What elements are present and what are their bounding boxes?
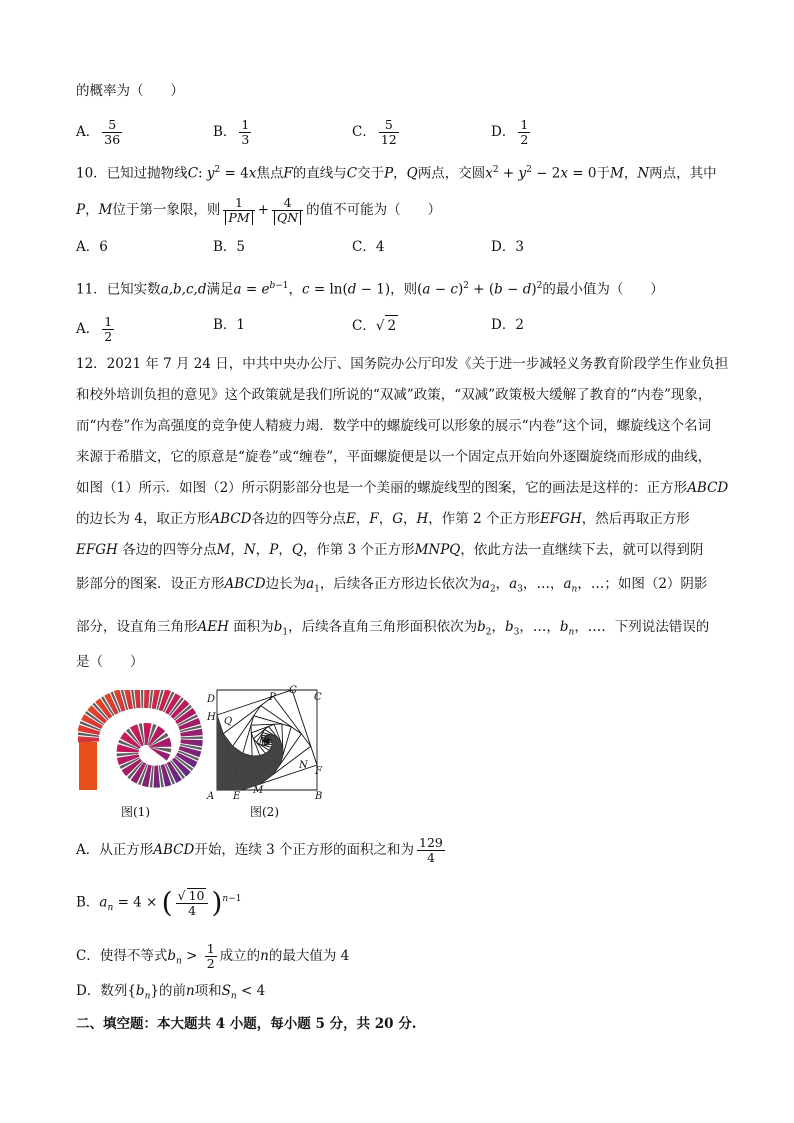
q12-line8: 影部分的图案．设正方形ABCD边长为$a_1$，后续各正方形边长依次为$a_2$，$a_3$，…，$a_n$，…；如图（2）阴影 (76, 576, 708, 595)
nested-squares-figure (203, 682, 328, 802)
label-G: G (289, 685, 297, 696)
q9-option-c: C． $\frac{5}{12}$ (352, 117, 397, 147)
q11-option-a: A． $\frac{1}{2}$ (76, 314, 113, 344)
q11-option-b: B．1 (213, 317, 246, 333)
label-E: E (233, 791, 241, 802)
q11-option-c: C．√ 2 (352, 315, 398, 336)
label-A: A (207, 791, 215, 802)
q12-line10: 是（ ） (76, 654, 144, 670)
section-2-heading: 二、填空题：本大题共 4 小题，每小题 5 分，共 20 分. (76, 1016, 417, 1032)
label-B: B (315, 791, 323, 802)
q12-line2: 和校外培训负担的意见》这个政策就是我们所说的“双减”政策，“双减”政策极大缓解了教育的“内卷”现象， (76, 387, 712, 403)
label-C: C (314, 692, 322, 703)
q12-option-d: D．数列$\{b_n\}$的前n项和$S_n < 4$ (76, 983, 266, 1002)
q12-line1: 12．2021 年 7 月 24 日，中共中央办公厅、国务院办公厅印发《关于进一步减轻义务教育阶段学生作业负担 (76, 356, 729, 372)
figure1-caption: 图(1) (121, 805, 150, 819)
label-M: M (253, 785, 264, 796)
q9-option-a: A． $\frac{5}{36}$ (76, 117, 121, 147)
q10-line1: 10．已知过抛物线C: $y^2 = 4x$焦点F的直线与C交于P，Q两点，交圆$x^2 + y^2 - 2x = 0$于M，N两点，其中 (76, 165, 717, 182)
q12-option-a: A．从正方形ABCD开始，连续 3 个正方形的面积之和为 $\frac{129}{4}$ (76, 835, 443, 865)
q12-line7: EFGH 各边的四等分点M，N，P，Q，作第 3 个正方形MNPQ，依此方法一直继续下去，就可以得到阴 (76, 542, 704, 558)
q10-option-d: D．3 (491, 239, 524, 255)
q12-line5: 如图（1）所示．如图（2）所示阴影部分也是一个美丽的螺旋线型的图案，它的画法是这样的：正方形ABCD (76, 480, 729, 496)
q12-line6: 的边长为 4，取正方形ABCD各边的四等分点E，F，G，H，作第 2 个正方形EFGH，然后再取正方形 (76, 511, 690, 527)
spiral-figure (78, 690, 203, 790)
label-F: F (315, 766, 322, 777)
q12-line3: 而“内卷”作为高强度的竞争使人精疲力竭．数学中的螺旋线可以形象的展示“内卷”这个词，螺旋线这个名词 (76, 418, 712, 434)
q9-tail: 的概率为（ ） (76, 83, 184, 99)
q10-option-c: C．4 (352, 239, 385, 255)
q10-option-a: A．6 (76, 239, 108, 255)
q11-option-d: D．2 (491, 317, 524, 333)
label-H: H (207, 712, 216, 723)
q12-option-b: B．$a_n = 4$ × ( $\frac{√ 10}{4}$ )$^{n-1}$ (76, 886, 242, 919)
q9-option-b: B． $\frac{1}{3}$ (213, 117, 250, 147)
q10-line2: P，M位于第一象限，则 $\frac{1}{PM}$ + $\frac{4}{QN}$ 的值不可能为（ ） (76, 195, 442, 225)
q12-option-c: C．使得不等式$b_n$ > $\frac{1}{2}$ 成立的n的最大值为 4 (76, 941, 350, 971)
q12-line4: 来源于希腊文，它的原意是“旋卷”或“缠卷”，平面螺旋便是以一个固定点开始向外逐圈旋绕而形成的曲线， (76, 449, 712, 465)
label-D: D (207, 694, 216, 705)
figure2-caption: 图(2) (250, 805, 279, 819)
q11-line: 11．已知实数a,b,c,d满足$a = e^{b-1}$，c = ln(d − 1)，则$(a - c)^2 + (b - d)^2$的最小值为（ ） (76, 281, 664, 298)
label-N: N (299, 760, 308, 771)
q12-line9: 部分，设直角三角形AEH 面积为$b_1$，后续各直角三角形面积依次为$b_2$，$b_3$，…，$b_n$，…．下列说法错误的 (76, 619, 710, 638)
q9-option-d: D． $\frac{1}{2}$ (491, 117, 529, 147)
label-P: P (269, 692, 276, 703)
q10-option-b: B．5 (213, 239, 246, 255)
label-Q: Q (224, 716, 233, 727)
